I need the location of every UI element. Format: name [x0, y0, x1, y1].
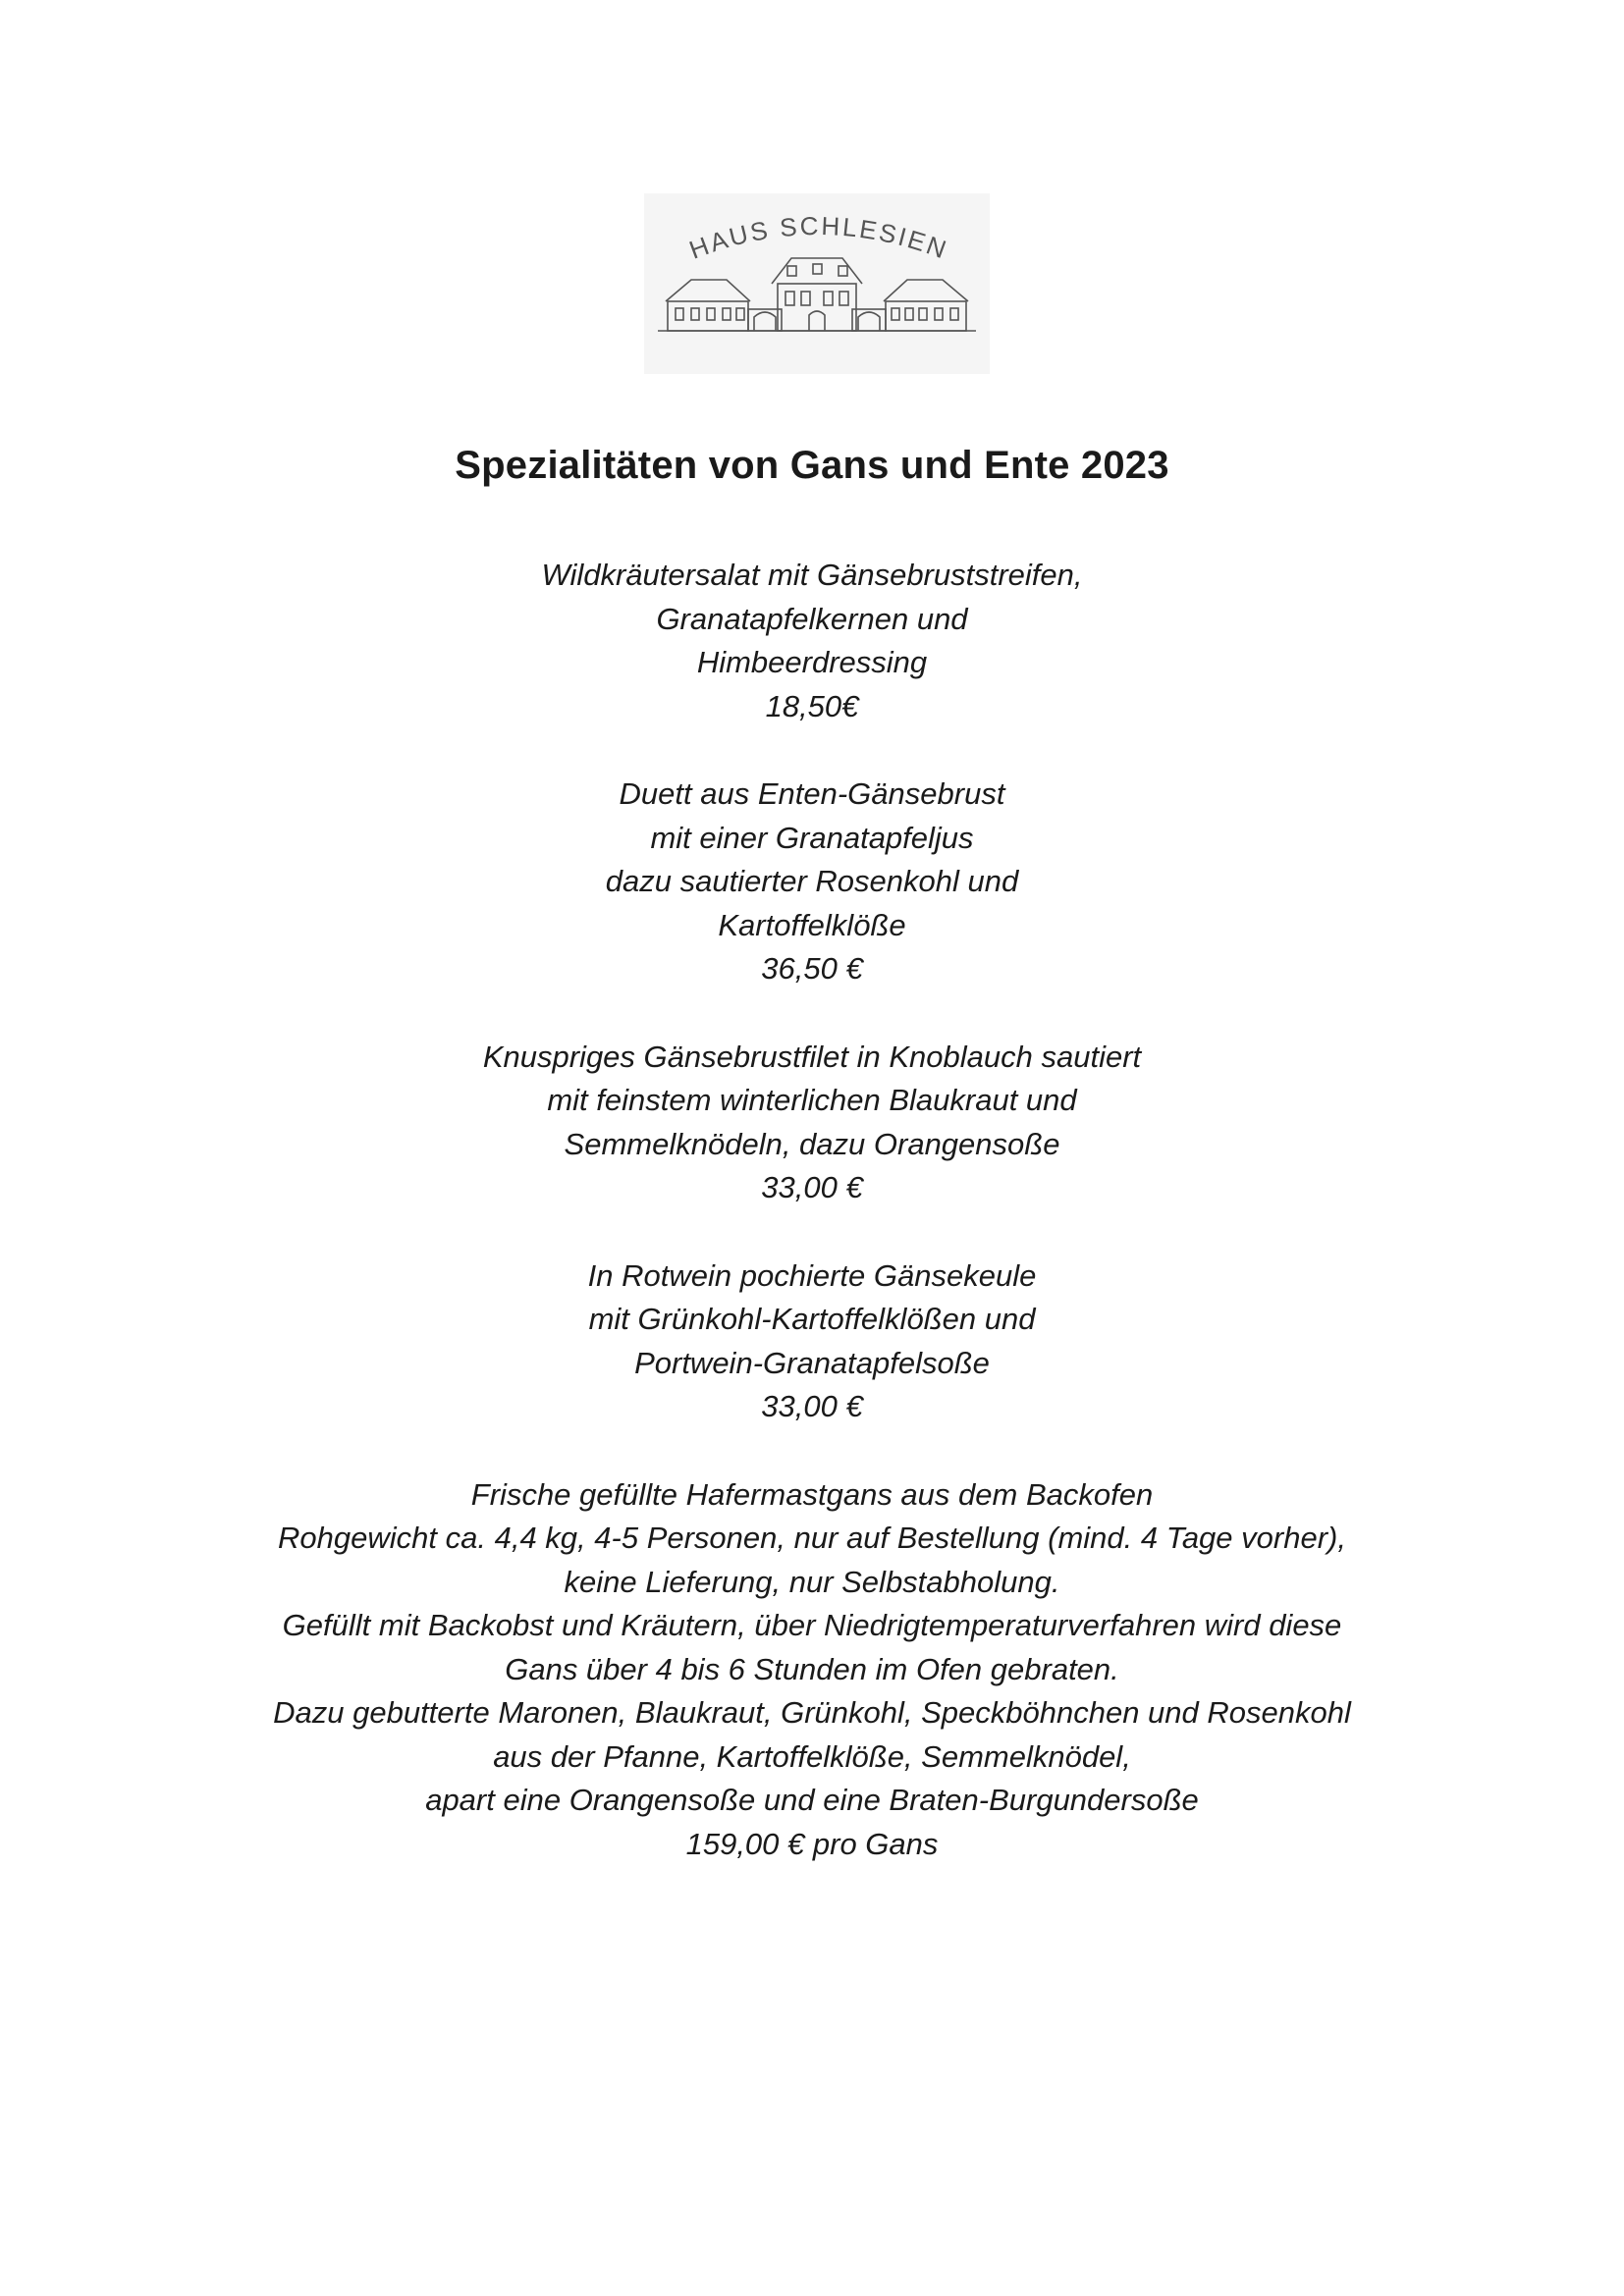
menu-item — [0, 554, 1624, 728]
menu-item-price: 33,00 € — [761, 1389, 863, 1423]
menu-item-line: Gans über 4 bis 6 Stunden im Ofen gebraten. — [505, 1651, 1119, 1686]
menu-item-line: Gefüllt mit Backobst und Kräutern, über Niedrigtemperaturverfahren wird diese — [282, 1608, 1342, 1642]
menu-item-line: keine Lieferung, nur Selbstabholung. — [564, 1564, 1060, 1599]
menu-item-line: mit feinstem winterlichen Blaukraut und — [547, 1083, 1077, 1117]
menu-item-line: Knuspriges Gänsebrustfilet in Knoblauch sautiert — [482, 1039, 1142, 1074]
menu-item — [0, 1473, 1624, 1867]
page-title: Spezialitäten von Gans und Ente 2023 — [455, 444, 1169, 487]
menu-item-line: dazu sautierter Rosenkohl und — [605, 864, 1019, 898]
menu-item-line: Frische gefüllte Hafermastgans aus dem Backofen — [470, 1476, 1154, 1512]
menu-item-line: mit einer Granatapfeljus — [650, 820, 974, 855]
menu-item-line: aus der Pfanne, Kartoffelklöße, Semmelknödel, — [493, 1738, 1131, 1774]
menu-item-line: Dazu gebutterte Maronen, Blaukraut, Grünkohl, Speckböhnchen und Rosenkohl — [273, 1695, 1351, 1730]
menu-item-line: Portwein-Granatapfelsoße — [634, 1345, 990, 1380]
menu-item-line: Granatapfelkernen und — [656, 601, 968, 636]
menu-item-price: 18,50€ — [765, 688, 859, 723]
menu-item-line: Wildkräutersalat mit Gänsebruststreifen, — [541, 558, 1083, 592]
menu-item-price: 33,00 € — [761, 1170, 863, 1204]
menu-item — [0, 773, 1624, 991]
manor-house-icon — [644, 193, 990, 374]
menu-item-line: In Rotwein pochierte Gänsekeule — [587, 1257, 1037, 1293]
menu-item — [0, 1255, 1624, 1429]
menu-item-line: Kartoffelklöße — [718, 907, 906, 942]
menu-item-line: Duett aus Enten-Gänsebrust — [619, 776, 1005, 811]
menu-item-line: Semmelknödeln, dazu Orangensoße — [564, 1126, 1060, 1161]
logo-text: HAUS SCHLESIEN — [684, 210, 952, 265]
menu-item-line: mit Grünkohl-Kartoffelklößen und — [588, 1302, 1036, 1336]
menu-item-line: apart eine Orangensoße und eine Braten-Burgundersoße — [425, 1783, 1199, 1817]
menu-item-price: 159,00 € pro Gans — [685, 1826, 939, 1861]
menu-item-line: Himbeerdressing — [696, 645, 928, 679]
menu-item-line: Rohgewicht ca. 4,4 kg, 4-5 Personen, nur auf Bestellung (mind. 4 Tage vorher), — [278, 1521, 1346, 1555]
menu-list — [0, 554, 1624, 1910]
logo — [644, 193, 990, 374]
menu-item — [0, 1036, 1624, 1210]
menu-item-price: 36,50 € — [761, 951, 863, 986]
